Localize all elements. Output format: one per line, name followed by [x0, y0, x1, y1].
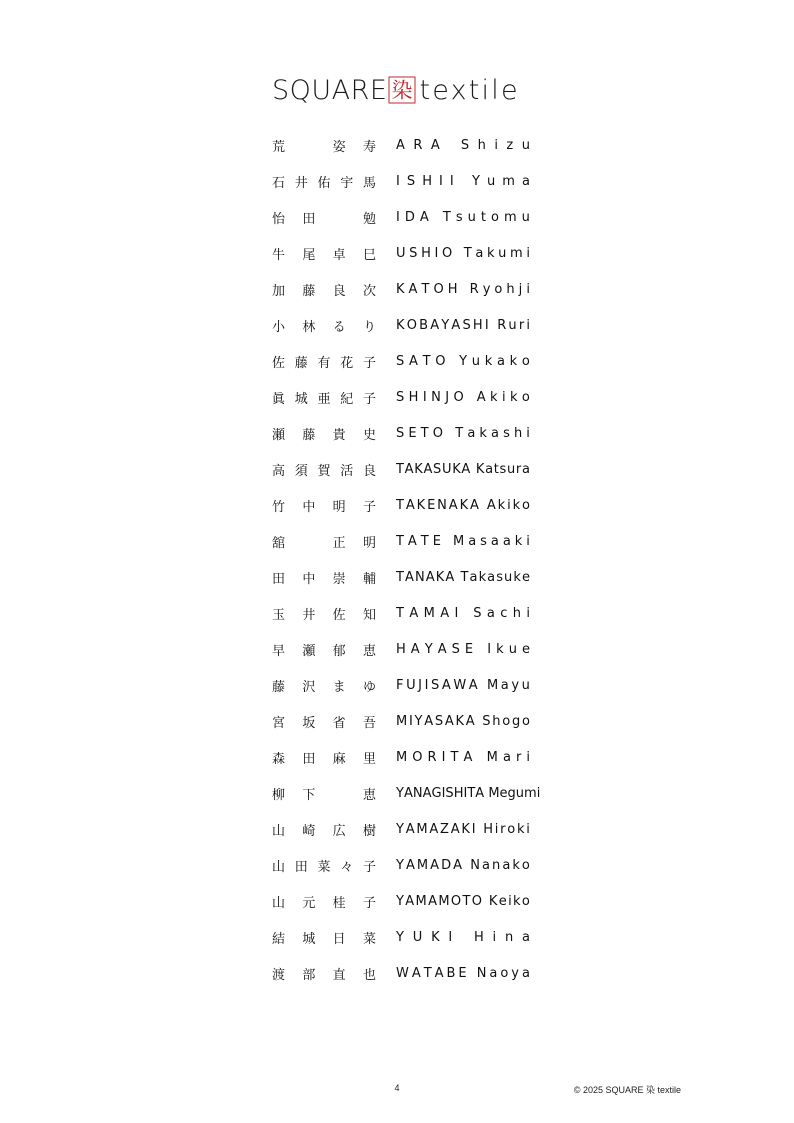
member-name-ja: 高 須 賀 活 良: [272, 463, 377, 479]
member-name-en: I S H I I Y u m a: [396, 173, 530, 189]
member-name-en: M I Y A S A K A S h o g o: [396, 713, 530, 729]
member-row: [272, 958, 530, 994]
member-name-ja: 佐 藤 有 花 子: [272, 355, 377, 371]
member-row: [272, 202, 530, 238]
member-row: [272, 130, 530, 166]
member-name-ja: 小 林 る り: [272, 319, 376, 335]
logo-text-square: SQUARE: [272, 74, 388, 106]
member-row: [272, 238, 530, 274]
member-row: [272, 922, 530, 958]
member-name-ja: 田 中 崇 輔: [272, 571, 376, 587]
member-name-en: W A T A B E N a o y a: [396, 965, 530, 981]
member-row: [272, 274, 530, 310]
member-name-ja: 玉 井 佐 知: [272, 607, 376, 623]
member-name-ja: 竹 中 明 子: [272, 499, 376, 515]
member-name-en: A R A S h i z u: [396, 137, 530, 153]
member-name-en: Y A N A G I S H I T A M e g u m i: [396, 785, 541, 801]
member-name-en: Y A M A M O T O K e i k o: [396, 893, 530, 909]
member-row: [272, 346, 530, 382]
member-name-en: T A K E N A K A A k i k o: [396, 497, 530, 513]
member-row: [272, 598, 530, 634]
member-name-ja: 加 藤 良 次: [272, 283, 376, 299]
member-name-en: Y A M A D A N a n a k o: [396, 857, 530, 873]
brand-logo: [272, 72, 530, 108]
member-row: [272, 670, 530, 706]
member-name-ja: 柳 下 恵: [272, 787, 376, 803]
member-name-en: S H I N J O A k i k o: [396, 389, 530, 405]
member-name-ja: 怡 田 勉: [272, 211, 376, 227]
member-name-en: T A K A S U K A K a t s u r a: [396, 461, 530, 477]
member-name-en: H A Y A S E I k u e: [396, 641, 530, 657]
member-name-ja: 眞 城 亜 紀 子: [272, 391, 377, 407]
member-name-en: Y A M A Z A K I H i r o k i: [396, 821, 530, 837]
member-name-ja: 森 田 麻 里: [272, 751, 376, 767]
member-name-ja: 荒 姿 寿: [272, 139, 376, 155]
member-name-ja: 渡 部 直 也: [272, 967, 376, 983]
member-name-en: Y U K I H i n a: [396, 929, 530, 945]
dye-seal-icon: [388, 76, 416, 104]
member-name-ja: 早 瀬 郁 恵: [272, 643, 376, 659]
member-row: [272, 742, 530, 778]
member-row: [272, 454, 530, 490]
member-name-en: T A T E M a s a a k i: [396, 533, 530, 549]
member-name-en: M O R I T A M a r i: [396, 749, 530, 765]
seal-kanji: 染: [391, 78, 413, 103]
copyright-notice: © 2025 SQUARE 染 textile: [573, 1085, 681, 1095]
member-name-ja: 石 井 佑 宇 馬: [272, 175, 377, 191]
member-name-ja: 藤 沢 ま ゆ: [272, 679, 376, 695]
member-name-en: U S H I O T a k u m i: [396, 245, 530, 261]
member-name-ja: 山 元 桂 子: [272, 895, 376, 911]
member-row: [272, 310, 530, 346]
member-row: [272, 706, 530, 742]
member-row: [272, 814, 530, 850]
member-row: [272, 562, 530, 598]
member-list: [272, 130, 541, 994]
member-name-en: S A T O Y u k a k o: [396, 353, 530, 369]
member-name-en: F U J I S A W A M a y u: [396, 677, 530, 693]
member-name-ja: 山 崎 広 樹: [272, 823, 376, 839]
member-name-ja: 牛 尾 卓 巳: [272, 247, 376, 263]
member-name-en: K O B A Y A S H I R u r i: [396, 317, 530, 333]
member-name-ja: 結 城 日 菜: [272, 931, 376, 947]
member-row: [272, 382, 530, 418]
member-row: [272, 886, 530, 922]
logo-text-textile: textile: [419, 74, 520, 106]
member-name-ja: 宮 坂 省 吾: [272, 715, 376, 731]
member-row: [272, 634, 530, 670]
member-name-en: K A T O H R y o h j i: [396, 281, 530, 297]
member-row: [272, 778, 541, 814]
member-name-ja: 山 田 菜 々 子: [272, 859, 377, 875]
member-name-en: T A M A I S a c h i: [396, 605, 530, 621]
member-name-en: I D A T s u t o m u: [396, 209, 530, 225]
member-row: [272, 490, 530, 526]
member-name-en: T A N A K A T a k a s u k e: [396, 569, 530, 585]
member-row: [272, 418, 530, 454]
member-row: [272, 526, 530, 562]
member-name-en: S E T O T a k a s h i: [396, 425, 530, 441]
member-name-ja: 舘 正 明: [272, 535, 376, 551]
member-name-ja: 瀬 藤 貴 史: [272, 427, 376, 443]
page-number: 4: [394, 1083, 400, 1093]
member-row: [272, 166, 530, 202]
member-row: [272, 850, 530, 886]
